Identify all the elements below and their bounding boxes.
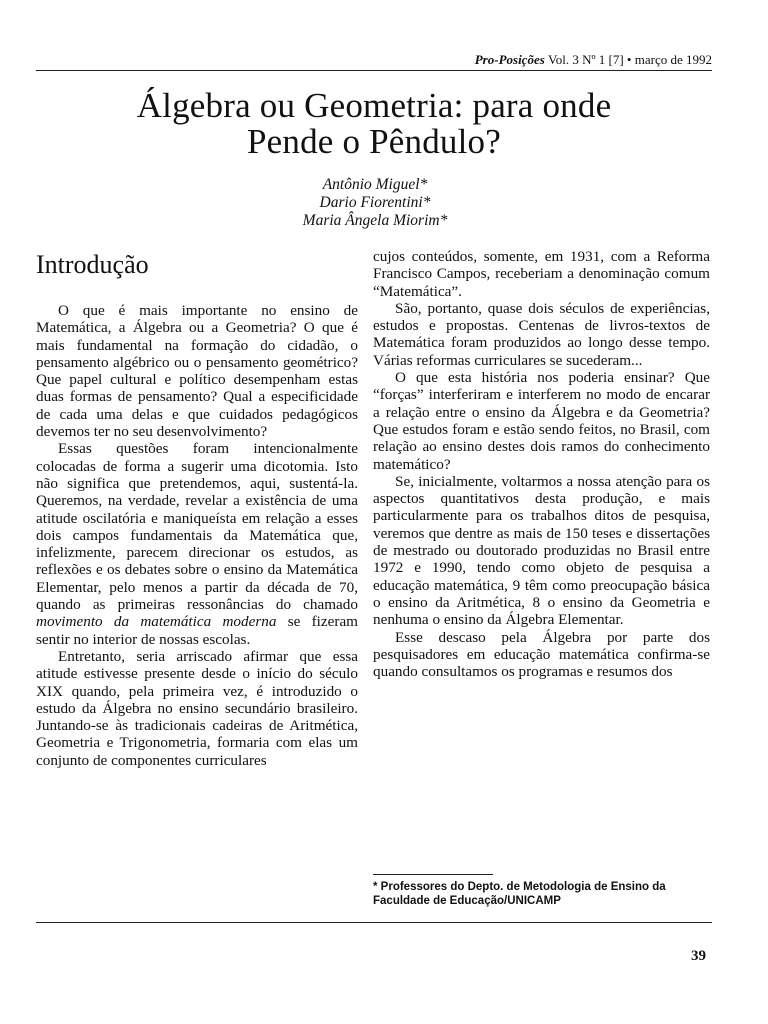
title-line-2: Pende o Pêndulo?	[247, 122, 501, 161]
paragraph: Entretanto, seria arriscado afirmar que essa atitude estivesse presente desde o início do século XIX quando, pela primeira vez, é introduzido o estudo da Álgebra no ensino secundário brasileiro. Juntando-se às tradicionais cadeiras de Aritmética, Geometria e Trigonometria, formaria com elas um conjunto de componentes curriculares	[36, 647, 358, 769]
page-number: 39	[691, 948, 706, 964]
paragraph: cujos conteúdos, somente, em 1931, com a Reforma Francisco Campos, receberiam a denominação comum “Matemática”.	[373, 248, 710, 300]
issue-info: Vol. 3 Nº 1 [7] • março de 1992	[548, 52, 712, 67]
author-name: Maria Ângela Miorim*	[302, 212, 448, 229]
paragraph: São, portanto, quase dois séculos de experiências, estudos e propostas. Centenas de livros-textos de Matemática foram produzidos ao longo desse tempo. Várias reformas curriculares se sucederam...	[373, 299, 710, 369]
paragraph: O que é mais importante no ensino de Matemática, a Álgebra ou a Geometria? O que é mais fundamental na formação do cidadão, o pensamento algébrico ou o pensamento geométrico? Que papel cultural e político desempenham estas duas formas de pensamento? Qual a especificidade de cada uma delas e que cuidados pedagógicos devemos ter no seu desenvolvimento?	[36, 302, 358, 441]
journal-name: Pro-Posições	[474, 52, 545, 67]
section-heading: Introdução	[36, 250, 149, 279]
author-list	[230, 176, 520, 230]
paragraph-text: se fizeram sentir no interior de nossas escolas.	[36, 613, 358, 648]
running-header	[475, 52, 712, 68]
paragraph: O que esta história nos poderia ensinar? Que “forças” interferiram e interferem no modo de encarar a relação entre o ensino da Álgebra e da Geometria? Que estudos foram e estão sendo feitos, no Brasil, com relação ao ensino destes dois ramos do conhecimento matemático?	[373, 369, 710, 473]
footnote: * Professores do Depto. de Metodologia de Ensino da Faculdade de Educação/UNICAMP	[373, 881, 666, 907]
paragraph	[36, 440, 358, 648]
emphasized-term: movimento da matemática moderna	[36, 613, 277, 631]
author-name: Dario Fiorentini*	[319, 194, 431, 211]
left-column	[36, 302, 358, 769]
paragraph-text: Essas questões foram intencionalmente colocadas de forma a sugerir uma dicotomia. Isto não significa que pretendemos, aqui, sustentá-la. Queremos, na verdade, revelar a existência de uma atitude oscilatória e maniqueísta em relação a esses dois campos fundamentais da Matemática que, infelizmente, parecem direcionar os estudos, as reflexões e os debates sobre o ensino da Matemática Elementar, pelo menos a partir da década de 70, quando as primeiras ressonâncias do chamado	[36, 440, 358, 614]
paragraph: Se, inicialmente, voltarmos a nossa atenção para os aspectos quantitativos desta produção, e mais particularmente para os trabalhos ditos de pesquisa, veremos que dentre as mais de 150 teses e dissertações de mestrado ou doutorado produzidas no Brasil entre 1972 e 1990, tendo como objeto de pesquisa a educação matemática, 9 têm como preocupação básica o ensino da Aritmética, 8 o ensino da Geometria e nenhuma o ensino da Álgebra Elementar.	[373, 472, 710, 629]
header-rule	[36, 70, 712, 71]
footnote-rule	[373, 874, 493, 875]
article-title	[36, 88, 712, 160]
title-line-1: Álgebra ou Geometria: para onde	[136, 86, 612, 125]
author-name: Antônio Miguel*	[322, 176, 428, 193]
footer-rule	[36, 922, 712, 923]
right-column	[373, 248, 710, 680]
paragraph: Esse descaso pela Álgebra por parte dos pesquisadores em educação matemática confirma-se quando consultamos os programas e resumos dos	[373, 628, 710, 681]
